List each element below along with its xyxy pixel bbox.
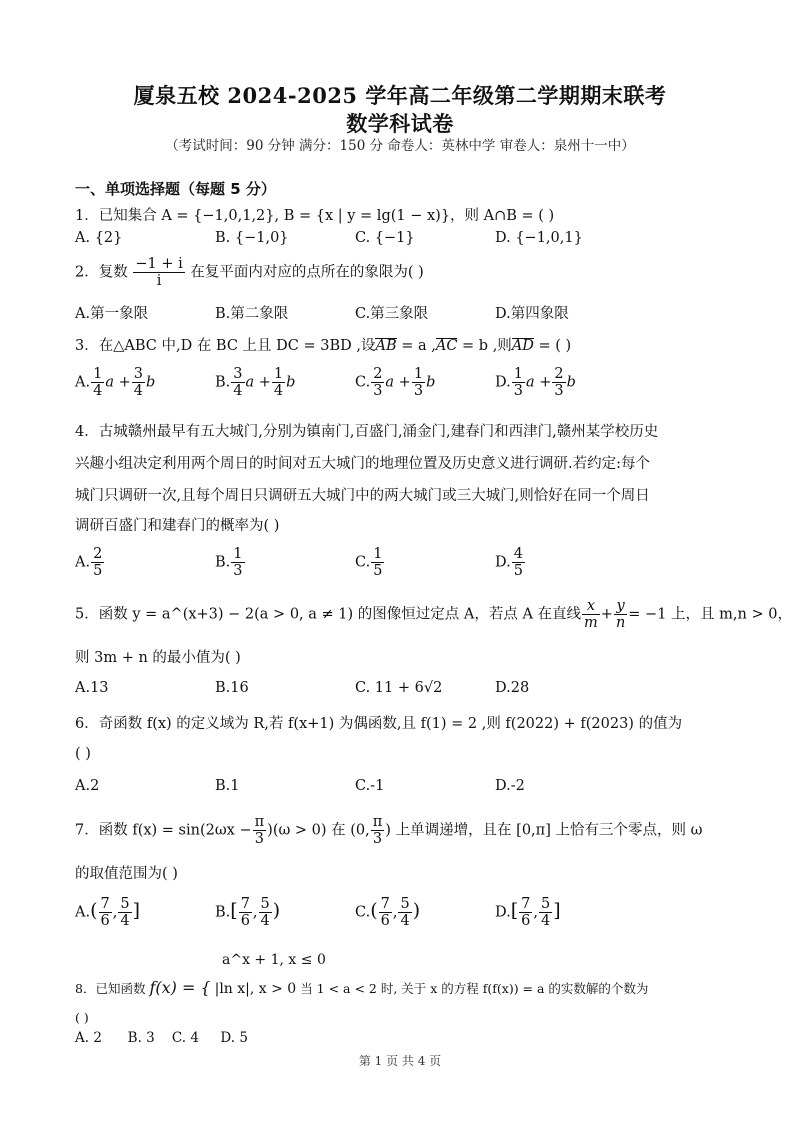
num: 1 — [513, 366, 523, 382]
q2-prefix: 2．复数 — [75, 264, 128, 281]
q3-text-4: = ( ) — [533, 338, 572, 354]
q7-frac-2 — [371, 814, 385, 847]
q5-option-a: A.13 — [75, 680, 109, 696]
num: 7 — [521, 896, 531, 912]
q3-c-letter: C. — [355, 374, 371, 391]
q3-text-1: 3．在△ABC 中,D 在 BC 上且 DC = 3BD ,设 — [75, 338, 376, 354]
q4-line-3: 城门只调研一次,且每个周日只调研五大城门中的两大城门或三大城门,则恰好在同一个周日 — [75, 488, 650, 504]
num: 2 — [554, 366, 564, 382]
q3-stem — [75, 334, 735, 355]
den: 6 — [240, 913, 250, 929]
q3-options — [75, 366, 735, 406]
den: n — [615, 615, 626, 631]
q3-c-frac1 — [371, 366, 384, 399]
q4-c-letter: C. — [355, 554, 371, 571]
q5-option-d: D.28 — [495, 680, 530, 696]
q1-stem: 1．已知集合 A = {−1,0,1,2}, B = {x | y = lg(1 − x)}，则 A∩B = ( ) — [75, 208, 555, 224]
q3-d-mid: a + — [525, 374, 552, 391]
den: 6 — [380, 913, 390, 929]
q7-stem — [75, 814, 735, 847]
q1-option-a: A. {2} — [75, 230, 123, 246]
q3-text-3: = b ,则 — [457, 338, 512, 354]
q1-option-d: D. {−1,0,1} — [495, 230, 583, 246]
q3-d-frac1 — [512, 366, 525, 399]
den: 4 — [120, 913, 130, 929]
q6-options — [75, 778, 735, 818]
q6-line-2: ( ) — [75, 746, 91, 762]
q7-a-letter: A. — [75, 904, 91, 921]
q3-text-2: = a , — [396, 338, 436, 354]
q5-text-1: 5．函数 y = a^(x+3) − 2(a > 0, a ≠ 1) 的图像恒过定点 A，若点 A 在直线 — [75, 606, 582, 623]
q6-option-d: D.-2 — [495, 778, 525, 794]
q5-text-2: = −1 上，且 m,n > 0， — [628, 606, 792, 623]
q5-stem — [75, 598, 792, 631]
q7-c-letter: C. — [355, 904, 371, 921]
den: 5 — [93, 563, 103, 579]
q7-c-left: ( — [370, 899, 378, 922]
q2-stem — [75, 256, 735, 289]
q8-suffix: 当 1 < a < 2 时, 关于 x 的方程 f(f(x)) = a 的实数解的个数为 — [300, 981, 649, 996]
den: 3 — [413, 383, 424, 399]
q1-option-b: B. {−1,0} — [215, 230, 289, 246]
q7-d-letter: D. — [495, 904, 511, 921]
q8-options: A. 2 B. 3 C. 4 D. 5 — [75, 1030, 248, 1046]
q3-a-letter: A. — [75, 374, 91, 391]
num: 7 — [240, 896, 250, 912]
q7-d-frac1 — [519, 896, 532, 929]
q8-paren: ( ) — [75, 1010, 89, 1025]
q5-line-2: 则 3m + n 的最小值为( ) — [75, 650, 241, 666]
q7-d-frac2 — [539, 896, 552, 929]
exam-meta: （考试时间：90 分钟 满分：150 分 命卷人：英林中学 审卷人：泉州十一中） — [165, 138, 635, 154]
q7-d-left: [ — [510, 899, 519, 922]
q7-c-frac2 — [398, 896, 411, 929]
num: 5 — [540, 896, 551, 912]
q7-option-b: B.[ $\frac{7}{6}$ , $\frac{5}{4}$ ) — [215, 896, 281, 929]
q2-fraction — [133, 256, 184, 289]
q5-option-c: C. 11 + 6√2 — [355, 680, 443, 696]
page-footer: 第 1 页 共 4 页 — [358, 1054, 442, 1068]
q5-option-b: B.16 — [215, 680, 249, 696]
q3-a-frac1 — [91, 366, 104, 399]
q3-c-frac2 — [412, 366, 425, 399]
den: 5 — [513, 563, 523, 579]
q4-option-a — [75, 546, 105, 579]
q7-option-d: D.[ $\frac{7}{6}$ , $\frac{5}{4}$ ] — [495, 896, 561, 929]
q3-c-mid: a + — [385, 374, 411, 391]
q8-stem — [75, 978, 735, 997]
den: 3 — [372, 831, 383, 847]
q8-case-2: |ln x|, x > 0 — [214, 981, 297, 997]
q8-case-1: a^x + 1, x ≤ 0 — [222, 952, 326, 968]
num: 3 — [133, 366, 143, 382]
num: 1 — [413, 366, 424, 382]
num: 5 — [120, 896, 130, 912]
q4-d-letter: D. — [495, 554, 511, 571]
q5-frac-x — [582, 598, 600, 631]
q3-b-frac1 — [231, 366, 244, 399]
num: 5 — [400, 896, 410, 912]
num: x — [582, 598, 600, 615]
num: 1 — [233, 546, 243, 562]
q2-option-c: C.第三象限 — [355, 306, 429, 322]
exam-title: 厦泉五校 2024-2025 学年高二年级第二学期期末联考 — [133, 83, 667, 108]
den: 4 — [540, 913, 551, 929]
q4-c-frac — [371, 546, 384, 579]
num: π — [254, 814, 265, 830]
q8-function: f(x) = { — [149, 978, 211, 997]
q3-a-frac2 — [132, 366, 145, 399]
q6-option-a: A.2 — [75, 778, 100, 794]
q3-b-frac2 — [272, 366, 285, 399]
num: 5 — [260, 896, 270, 912]
num: 2 — [373, 366, 383, 382]
den: 4 — [233, 383, 243, 399]
q7-line-2: 的取值范围为( ) — [75, 866, 178, 882]
q6-option-c: C.-1 — [355, 778, 385, 794]
q7-option-c: C.( $\frac{7}{6}$ , $\frac{5}{4}$ ) — [355, 896, 421, 929]
num: 1 — [273, 366, 284, 382]
q3-a-end: b — [145, 374, 156, 391]
den: 3 — [373, 383, 383, 399]
section-heading: 一、单项选择题（每题 5 分） — [75, 180, 276, 198]
q3-c-end: b — [426, 374, 436, 391]
num: π — [372, 814, 383, 830]
num: 7 — [380, 896, 390, 912]
q7-b-letter: B. — [215, 904, 231, 921]
q7-options — [75, 896, 735, 936]
q4-line-2: 兴趣小组决定利用两个周日的时间对五大城门的地理位置及历史意义进行调研.若约定:每个 — [75, 456, 650, 472]
q3-vector-ad: AD — [511, 338, 534, 354]
q3-b-mid: a + — [245, 374, 271, 391]
q2-frac-den: i — [156, 273, 162, 289]
q3-d-end: b — [566, 374, 576, 391]
den: 4 — [400, 913, 410, 929]
q5-frac-y — [614, 598, 627, 631]
den: 3 — [254, 831, 264, 847]
q2-frac-num: −1 + i — [135, 256, 183, 272]
q3-a-mid: a + — [105, 374, 131, 391]
q7-a-left: ( — [90, 899, 98, 922]
num: 2 — [93, 546, 103, 562]
q7-b-frac2 — [259, 896, 272, 929]
q3-d-frac2 — [552, 366, 565, 399]
num: 3 — [233, 366, 243, 382]
q3-vector-ac: AC — [435, 338, 458, 354]
q2-option-b: B.第二象限 — [215, 306, 289, 322]
q3-vector-ab: AB — [375, 338, 397, 354]
num: 1 — [373, 546, 383, 562]
q5-plus: + — [600, 606, 613, 623]
q6-option-b: B.1 — [215, 778, 240, 794]
q7-b-right: ) — [272, 899, 281, 922]
q7-option-a: A.( $\frac{7}{6}$ , $\frac{5}{4}$ ] — [75, 896, 141, 929]
den: 5 — [373, 563, 383, 579]
den: 6 — [100, 913, 110, 929]
q7-d-right: ] — [553, 899, 561, 922]
q7-a-frac1 — [99, 896, 112, 929]
q3-d-letter: D. — [495, 374, 511, 391]
q4-line-4: 调研百盛门和建春门的概率为( ) — [75, 518, 280, 534]
q4-a-frac — [91, 546, 104, 579]
q4-options — [75, 546, 735, 586]
q2-suffix: 在复平面内对应的点所在的象限为( ) — [190, 264, 424, 281]
den: 4 — [273, 383, 284, 399]
q4-b-letter: B. — [215, 554, 231, 571]
q7-c-right: ) — [412, 899, 421, 922]
den: 4 — [260, 913, 270, 929]
den: m — [584, 615, 598, 631]
num: 4 — [513, 546, 523, 562]
num: 1 — [93, 366, 103, 382]
q4-option-d — [495, 546, 526, 579]
q7-text-2: )(ω > 0) 在 (0, — [267, 822, 370, 839]
q6-line-1: 6．奇函数 f(x) 的定义域为 R,若 f(x+1) 为偶函数,且 f(1) = 2 ,则 f(2022) + f(2023) 的值为 — [75, 716, 683, 732]
q7-text-3: ) 上单调递增，且在 [0,π] 上恰有三个零点，则 ω — [385, 822, 703, 839]
den: 6 — [521, 913, 531, 929]
q1-option-c: C. {−1} — [355, 230, 415, 246]
q3-option-c — [355, 366, 435, 399]
den: 3 — [233, 563, 243, 579]
q3-option-a — [75, 366, 155, 399]
q3-b-letter: B. — [215, 374, 231, 391]
den: 4 — [93, 383, 103, 399]
q7-text-1: 7．函数 f(x) = sin(2ωx − — [75, 822, 252, 839]
q7-c-frac1 — [379, 896, 392, 929]
den: 3 — [513, 383, 523, 399]
q7-frac-1 — [253, 814, 267, 847]
q4-line-1: 4．古城赣州最早有五大城门,分别为镇南门,百盛门,涌金门,建春门和西津门,赣州某学校历史 — [75, 424, 659, 440]
q8-prefix: 8．已知函数 — [75, 981, 146, 996]
q3-option-b — [215, 366, 295, 399]
exam-subtitle: 数学科试卷 — [346, 111, 454, 136]
q7-a-right: ] — [132, 899, 141, 922]
q4-option-b — [215, 546, 246, 579]
q4-a-letter: A. — [75, 554, 91, 571]
q4-b-frac — [231, 546, 244, 579]
q4-d-frac — [512, 546, 525, 579]
q4-option-c — [355, 546, 385, 579]
q2-option-a: A.第一象限 — [75, 306, 149, 322]
q7-a-frac2 — [118, 896, 131, 929]
q3-option-d — [495, 366, 576, 399]
den: 3 — [554, 383, 564, 399]
q2-option-d: D.第四象限 — [495, 306, 569, 322]
num: y — [614, 598, 627, 615]
num: 7 — [100, 896, 110, 912]
q7-b-frac1 — [239, 896, 252, 929]
q3-b-end: b — [286, 374, 296, 391]
q7-b-left: [ — [230, 899, 238, 922]
den: 4 — [133, 383, 143, 399]
